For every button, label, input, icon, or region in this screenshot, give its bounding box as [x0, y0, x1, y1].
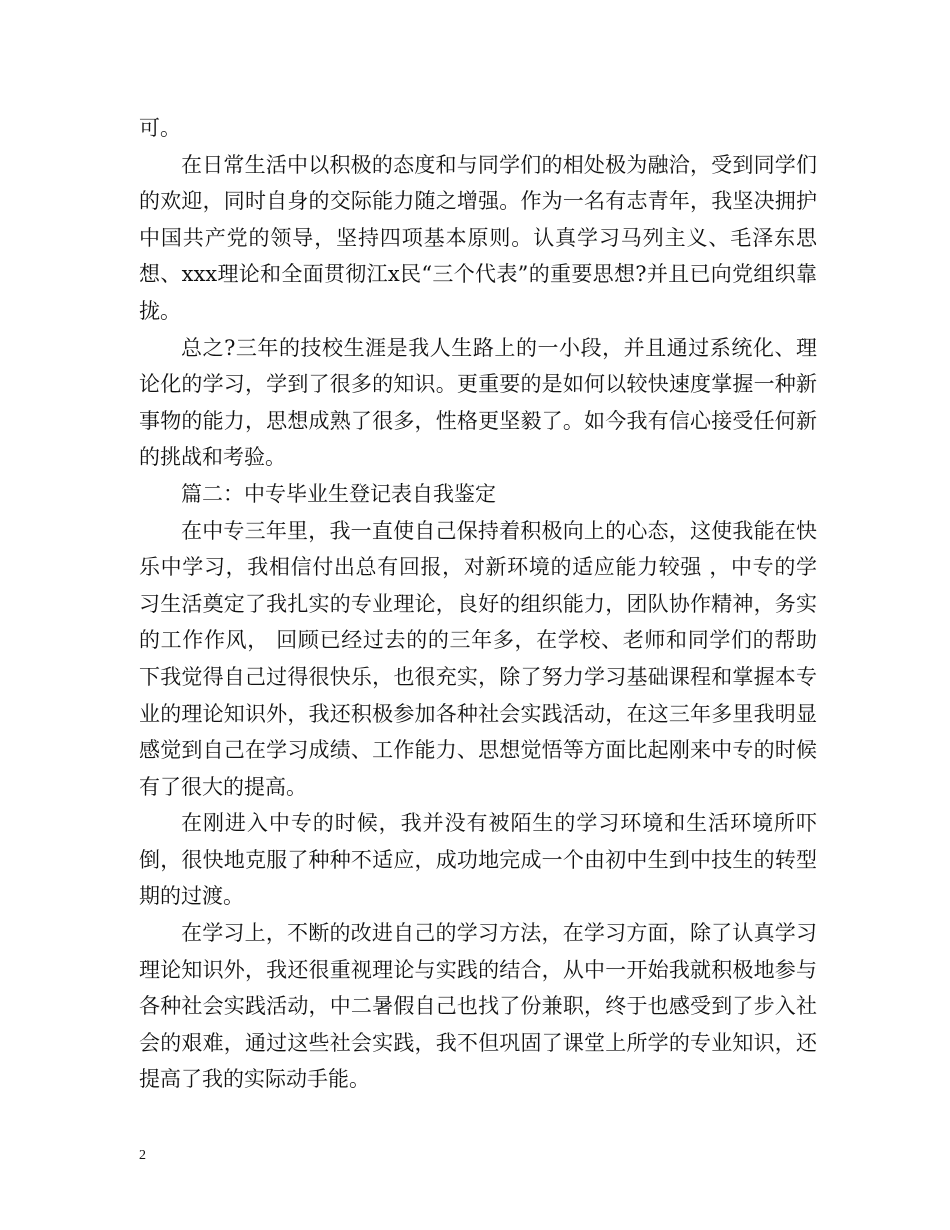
paragraph-4: 在中专三年里，我一直使自己保持着积极向上的心态，这使我能在快乐中学习，我相信付出总有回报，对新环境的适应能力较强 ，中专的学习生活奠定了我扎实的专业理论，良好的组织能力，团队协作精神，务实的工作作风， 回顾已经过去的的三年多，在学校、老师和同学们的帮助下我觉得自己过得很快乐，也很充实，除了努力学习基础课程和掌握本专业的理论知识外，我还积极参加各种社会实践活动，在这三年多里我明显感觉到自己在学习成绩、工作能力、思想觉悟等方面比起刚来中专的时候有了很大的提高。 — [139, 518, 817, 799]
paragraph-5: 在刚进入中专的时候，我并没有被陌生的学习环境和生活环境所吓倒，很快地克服了种种不适应，成功地完成一个由初中生到中技生的转型期的过渡。 — [139, 811, 817, 909]
section-heading: 篇二：中专毕业生登记表自我鉴定 — [181, 481, 496, 506]
paragraph-6: 在学习上，不断的改进自己的学习方法，在学习方面，除了认真学习理论知识外，我还很重视理论与实践的结合，从中一开始我就积极地参与各种社会实践活动，中二暑假自己也找了份兼职，终于也感受到了步入社会的艰难，通过这些社会实践，我不但巩固了课堂上所学的专业知识，还提高了我的实际动手能。 — [139, 921, 817, 1092]
page-number: 2 — [139, 1148, 146, 1163]
paragraph-2: 在日常生活中以积极的态度和与同学们的相处极为融洽，受到同学们的欢迎，同时自身的交际能力随之增强。作为一名有志青年，我坚决拥护中国共产党的领导，坚持四项基本原则。认真学习马列主义、毛泽东思想、xxx理论和全面贯彻江x民“三个代表”的重要思想?并且已向党组织靠拢。 — [139, 152, 817, 323]
paragraph-3: 总之?三年的技校生涯是我人生路上的一小段，并且通过系统化、理论化的学习，学到了很多的知识。更重要的是如何以较快速度掌握一种新事物的能力，思想成熟了很多，性格更坚毅了。如今我有信心接受任何新的挑战和考验。 — [139, 335, 817, 470]
document-body — [139, 110, 817, 1098]
paragraph-1: 可。 — [139, 116, 181, 140]
